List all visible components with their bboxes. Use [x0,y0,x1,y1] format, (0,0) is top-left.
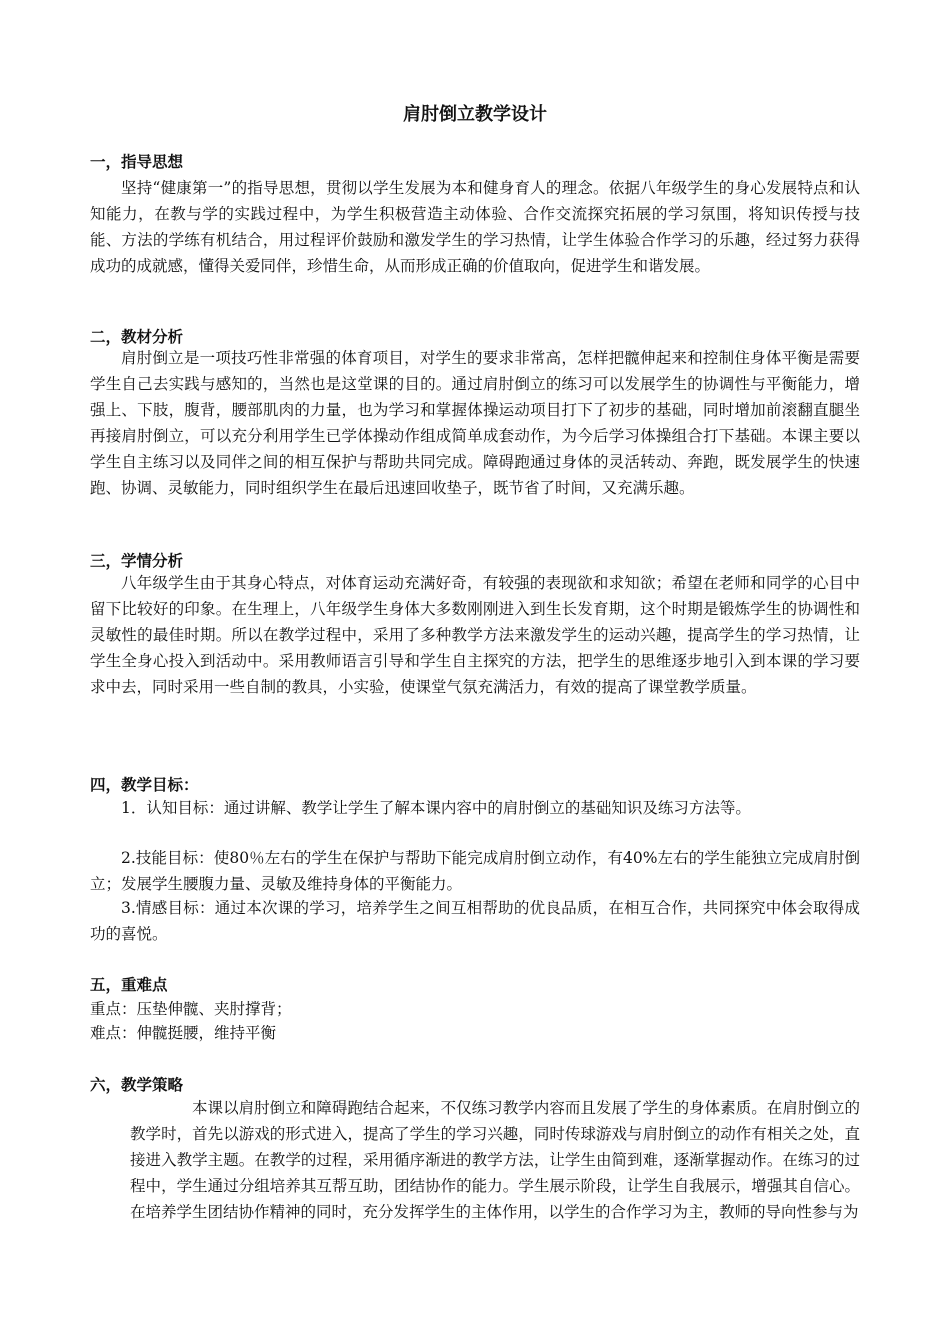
objective-cognitive: 1．认知目标：通过讲解、教学让学生了解本课内容中的肩肘倒立的基础知识及练习方法等。 [121,799,751,817]
section-heading-material-analysis: 二，教材分析 [90,328,184,346]
paragraph-material-analysis: 肩肘倒立是一项技巧性非常强的体育项目，对学生的要求非常高，怎样把髋伸起来和控制住身体平衡是需要学生自己去实践与感知的，当然也是这堂课的目的。通过肩肘倒立的练习可以发展学生的协调性与平衡能力，增强上、下肢，腹背，腰部肌肉的力量，也为学习和掌握体操运动项目打下了初步的基础，同时增加前滚翻直腿坐再接肩肘倒立，可以充分利用学生已学体操动作组成简单成套动作，为今后学习体操组合打下基础。本课主要以学生自主练习以及同伴之间的相互保护与帮助共同完成。障碍跑通过身体的灵活转动、奔跑，既发展学生的快速跑、协调、灵敏能力，同时组织学生在最后迅速回收垫子，既节省了时间，又充满乐趣。 [90,349,860,497]
objective-skill: 2.技能目标：使80％左右的学生在保护与帮助下能完成肩肘倒立动作，有40%左右的学生能独立完成肩肘倒立；发展学生腰腹力量、灵敏及维持身体的平衡能力。 [90,849,860,893]
section-heading-key-points: 五，重难点 [90,976,168,994]
key-point-line: 重点：压垫伸髋、夹肘撑背； [90,1000,292,1018]
paragraph-teaching-strategy: 本课以肩肘倒立和障碍跑结合起来，不仅练习教学内容而且发展了学生的身体素质。在肩肘倒立的教学时，首先以游戏的形式进入，提高了学生的学习兴趣，同时传球游戏与肩肘倒立的动作有相关之处，直接进入教学主题。在教学的过程，采用循序渐进的教学方法，让学生由简到难，逐渐掌握动作。在练习的过程中，学生通过分组培养其互帮互助，团结协作的能力。学生展示阶段，让学生自我展示，增强其自信心。在培养学生团结协作精神的同时，充分发挥学生的主体作用，以学生的合作学习为主，教师的导向性参与为 [130,1099,860,1221]
document-title: 肩肘倒立教学设计 [403,104,547,125]
paragraph-student-analysis: 八年级学生由于其身心特点，对体育运动充满好奇，有较强的表现欲和求知欲；希望在老师和同学的心目中留下比较好的印象。在生理上，八年级学生身体大多数刚刚进入到生长发育期，这个时期是锻炼学生的协调性和灵敏性的最佳时期。所以在教学过程中，采用了多种教学方法来激发学生的运动兴趣，提高学生的学习热情，让学生全身心投入到活动中。采用教师语言引导和学生自主探究的方法，把学生的思维逐步地引入到本课的学习要求中去，同时采用一些自制的教具，小实验，使课堂气氛充满活力，有效的提高了课堂教学质量。 [90,574,860,696]
section-heading-guiding-thought: 一，指导思想 [90,153,184,171]
paragraph-guiding-thought: 坚持“健康第一”的指导思想，贯彻以学生发展为本和健身育人的理念。依据八年级学生的身心发展特点和认知能力，在教与学的实践过程中，为学生积极营造主动体验、合作交流探究拓展的学习氛围，将知识传授与技能、方法的学练有机结合，用过程评价鼓励和激发学生的学习热情，让学生体验合作学习的乐趣，经过努力获得成功的成就感，懂得关爱同伴，珍惜生命，从而形成正确的价值取向，促进学生和谐发展。 [90,179,860,275]
section-heading-teaching-strategy: 六，教学策略 [90,1076,184,1094]
section-heading-teaching-objectives: 四，教学目标： [90,776,199,794]
section-heading-student-analysis: 三，学情分析 [90,552,184,570]
objective-emotional: 3.情感目标：通过本次课的学习，培养学生之间互相帮助的优良品质，在相互合作，共同探究中体会取得成功的喜悦。 [90,899,860,943]
difficulty-line: 难点：伸髋挺腰，维持平衡 [90,1024,277,1042]
